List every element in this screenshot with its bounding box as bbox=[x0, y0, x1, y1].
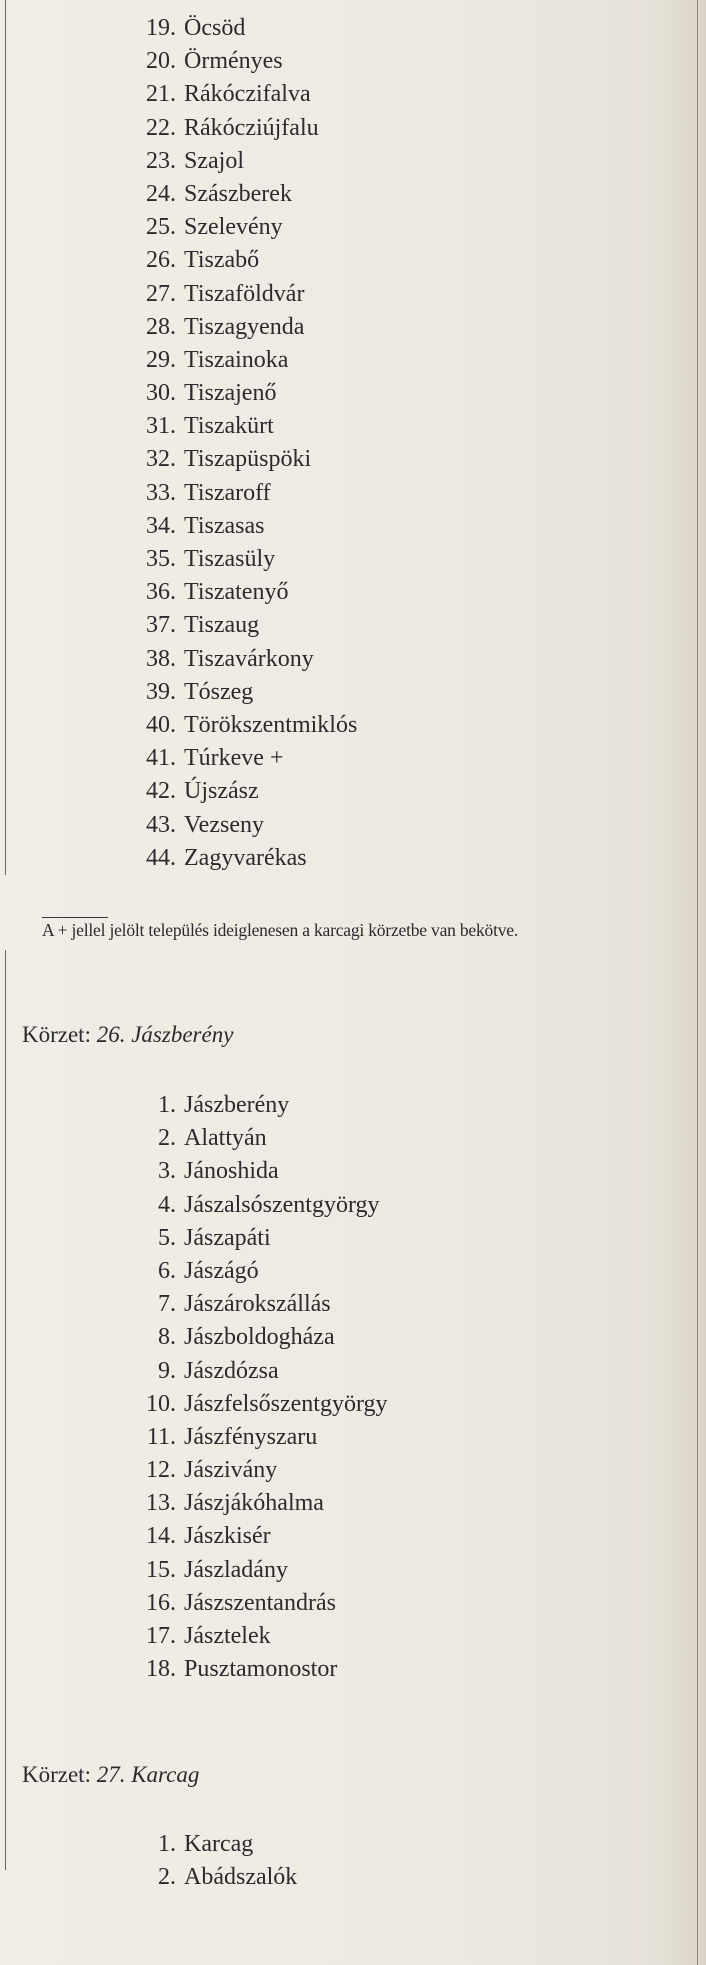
list-item: 37. Tiszaug bbox=[146, 612, 260, 639]
list-item: 20. Örményes bbox=[146, 48, 283, 75]
list-item: 43. Vezseny bbox=[146, 811, 264, 838]
list-item: 29. Tiszainoka bbox=[146, 346, 289, 373]
footnote-rule bbox=[42, 917, 108, 918]
list-item: 41. Túrkeve + bbox=[146, 745, 284, 772]
list-item: 23. Szajol bbox=[146, 147, 244, 174]
list-item: 7. Jászárokszállás bbox=[158, 1291, 331, 1318]
list-item: 26. Tiszabő bbox=[146, 247, 260, 274]
list-item: 40. Törökszentmiklós bbox=[146, 711, 358, 738]
list-item: 12. Jászivány bbox=[146, 1457, 278, 1484]
left-margin-rule bbox=[5, 0, 6, 875]
list-item: 24. Szászberek bbox=[146, 180, 292, 207]
list-item: 8. Jászboldogháza bbox=[158, 1324, 335, 1351]
list-item: 38. Tiszavárkony bbox=[146, 645, 314, 672]
list-item: 19. Öcsöd bbox=[146, 15, 246, 41]
list-item: 44. Zagyvarékas bbox=[146, 844, 307, 871]
list-item: 36. Tiszatenyő bbox=[146, 579, 289, 606]
list-item: 10. Jászfelsőszentgyörgy bbox=[146, 1390, 388, 1417]
settlement-list-jaszbereny bbox=[136, 1089, 388, 1686]
section-place: Karcag bbox=[131, 1762, 200, 1787]
list-item: 31. Tiszakürt bbox=[146, 413, 274, 440]
list-item: 13. Jászjákóhalma bbox=[146, 1490, 324, 1517]
list-item: 3. Jánoshida bbox=[158, 1158, 279, 1185]
list-item: 1. Karcag bbox=[158, 1831, 254, 1857]
section-heading-jaszbereny bbox=[22, 1022, 233, 1048]
list-item: 25. Szelevény bbox=[146, 214, 283, 241]
list-item: 5. Jászapáti bbox=[158, 1224, 271, 1251]
list-item: 1. Jászberény bbox=[158, 1092, 290, 1118]
list-item: 15. Jászladány bbox=[146, 1556, 288, 1583]
footnote-text: A + jellel jelölt település ideiglenesen a karcagi körzetbe van bekötve. bbox=[42, 920, 519, 940]
list-item: 21. Rákóczifalva bbox=[146, 81, 311, 108]
section-label: Körzet: bbox=[22, 1762, 91, 1787]
list-item: 17. Jásztelek bbox=[146, 1623, 271, 1649]
left-margin-rule bbox=[5, 950, 6, 1870]
list-item: 28. Tiszagyenda bbox=[146, 313, 305, 340]
section-label: Körzet: bbox=[22, 1022, 91, 1047]
list-item: 42. Újszász bbox=[146, 778, 259, 805]
section-heading-karcag bbox=[22, 1762, 199, 1788]
section-place: Jászberény bbox=[131, 1022, 234, 1047]
list-item: 27. Tiszaföldvár bbox=[146, 280, 305, 307]
list-item: 35. Tiszasüly bbox=[146, 546, 276, 572]
list-item: 16. Jászszentandrás bbox=[146, 1589, 336, 1616]
list-item: 4. Jászalsószentgyörgy bbox=[158, 1191, 380, 1218]
list-item: 33. Tiszaroff bbox=[146, 479, 271, 506]
list-item: 14. Jászkisér bbox=[146, 1523, 271, 1550]
list-item: 32. Tiszapüspöki bbox=[146, 446, 312, 473]
section-number: 27. bbox=[96, 1762, 126, 1787]
settlement-list-karcag bbox=[136, 1828, 297, 1894]
section-number: 26. bbox=[96, 1022, 126, 1047]
list-item: 6. Jászágó bbox=[158, 1257, 259, 1284]
list-item: 2. Alattyán bbox=[158, 1125, 267, 1152]
list-item: 18. Pusztamonostor bbox=[146, 1656, 338, 1683]
list-item: 9. Jászdózsa bbox=[158, 1357, 279, 1384]
list-item: 34. Tiszasas bbox=[146, 512, 265, 539]
list-item: 22. Rákócziújfalu bbox=[146, 114, 319, 141]
settlement-list-continued bbox=[136, 12, 357, 875]
list-item: 39. Tószeg bbox=[146, 678, 254, 705]
list-item: 30. Tiszajenő bbox=[146, 380, 277, 407]
right-margin-rule bbox=[697, 0, 698, 1965]
list-item: 2. Abádszalók bbox=[158, 1864, 298, 1891]
list-item: 11. Jászfényszaru bbox=[146, 1423, 318, 1450]
